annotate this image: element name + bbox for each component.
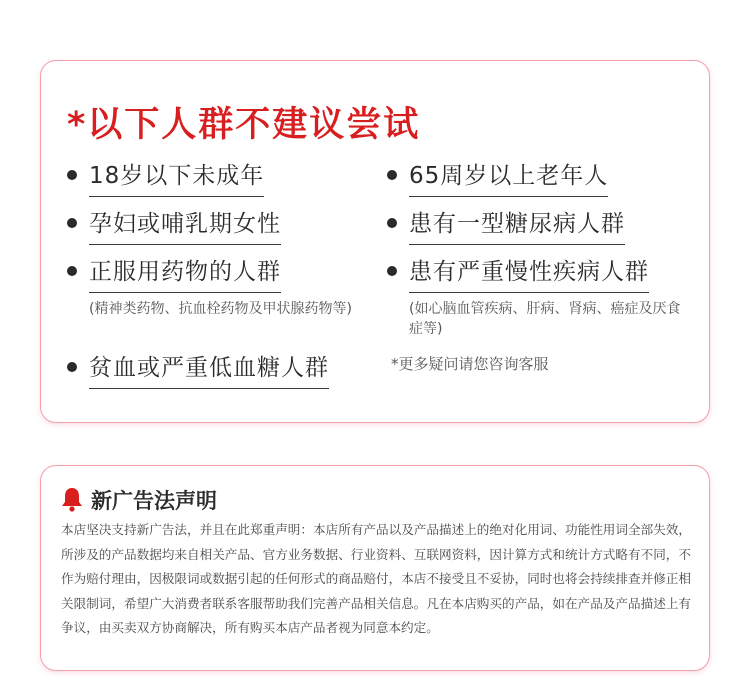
list-item-label: 患有一型糖尿病人群 xyxy=(409,205,625,245)
list-item xyxy=(67,253,377,301)
bullet-icon xyxy=(67,266,77,276)
bullet-icon xyxy=(387,218,397,228)
warning-card xyxy=(40,60,710,423)
list-item-label: 孕妇或哺乳期女性 xyxy=(89,205,281,245)
list-item xyxy=(67,205,377,253)
list-item-note: (精神类药物、抗血栓药物及甲状腺药物等) xyxy=(89,301,352,317)
list-item-label: 正服用药物的人群 xyxy=(89,253,281,293)
list-item-label: 贫血或严重低血糖人群 xyxy=(89,349,329,389)
list-item xyxy=(387,157,687,205)
declaration-title: 新广告法声明 xyxy=(91,489,217,513)
warning-title: *以下人群不建议尝试 xyxy=(67,105,421,145)
list-item xyxy=(67,157,377,205)
bell-icon xyxy=(61,486,83,512)
left-column xyxy=(67,157,377,397)
list-item-note: (如心脑血管疾病、肝病、肾病、癌症及厌食症等) xyxy=(409,301,681,337)
right-column xyxy=(387,157,687,374)
footnote: *更多疑问请您咨询客服 xyxy=(391,355,549,373)
bullet-icon xyxy=(67,218,77,228)
declaration-body: 本店坚决支持新广告法，并且在此郑重声明：本店所有产品以及产品描述上的绝对化用词、功能性用词全部失效，所涉及的产品数据均来自相关产品、官方业务数据、行业资料、互联网资料，因计算方式和统计方式略有不同，不作为赔付理由，因极限词或数据引起的任何形式的商品赔付，本店不接受且不妥协，同时也将会持续排查并修正相关限制词，希望广大消费者联系客服帮助我们完善产品相关信息。凡在本店购买的产品，如在产品及产品描述上有争议，由买卖双方协商解决，所有购买本店产品者视为同意本约定。 xyxy=(61,522,691,635)
bullet-icon xyxy=(387,170,397,180)
bullet-icon xyxy=(387,266,397,276)
list-item xyxy=(67,349,377,397)
declaration-card xyxy=(40,465,710,671)
list-item-label: 18岁以下未成年 xyxy=(89,157,264,197)
list-item-label: 65周岁以上老年人 xyxy=(409,157,608,197)
list-item xyxy=(387,253,687,301)
list-item-label: 患有严重慢性疾病人群 xyxy=(409,253,649,293)
list-item xyxy=(387,205,687,253)
bullet-icon xyxy=(67,170,77,180)
bullet-icon xyxy=(67,362,77,372)
